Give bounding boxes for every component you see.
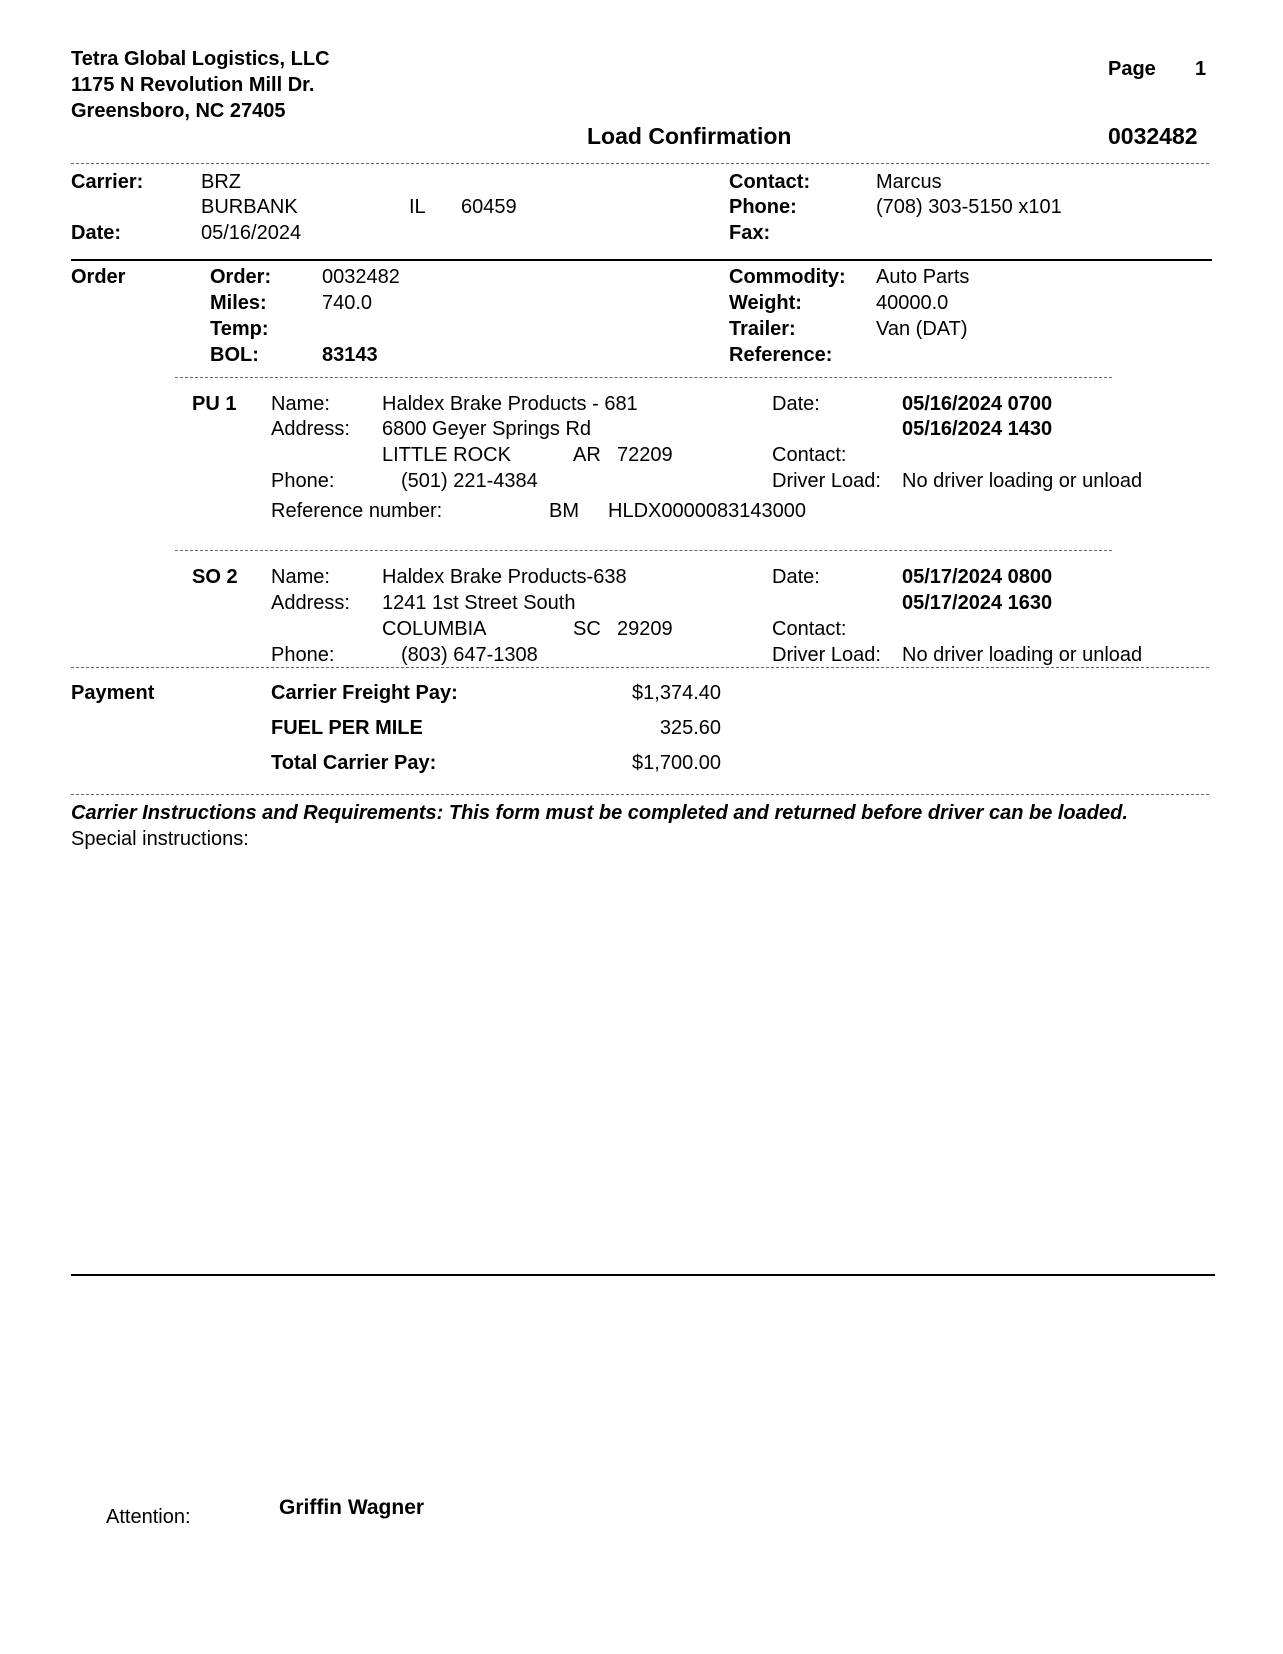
- stop-date-to: 05/16/2024 1430: [902, 418, 1053, 440]
- stop-phone-label: Phone:: [271, 644, 335, 666]
- order-label: Order:: [210, 266, 272, 288]
- weight-label: Weight:: [729, 292, 802, 314]
- carrier-label: Carrier:: [71, 171, 144, 193]
- divider: [71, 667, 1209, 668]
- stop-date-from: 05/17/2024 0800: [902, 566, 1053, 588]
- phone-label: Phone:: [729, 196, 797, 218]
- payment-line-label: FUEL PER MILE: [271, 717, 423, 739]
- payment-section-label: Payment: [71, 682, 155, 704]
- stop-name-label: Name:: [271, 566, 330, 588]
- attention-name: Griffin Wagner: [279, 1496, 425, 1519]
- stop-reference-type: BM: [549, 500, 579, 522]
- stop-phone: (803) 647-1308: [401, 644, 538, 666]
- signature-line: [71, 1274, 1215, 1276]
- order-weight: 40000.0: [876, 292, 949, 314]
- payment-line-label: Carrier Freight Pay:: [271, 682, 458, 704]
- stop-city: COLUMBIA: [382, 618, 487, 640]
- divider: [175, 377, 1112, 378]
- stop-phone-label: Phone:: [271, 470, 335, 492]
- reference-label: Reference:: [729, 344, 833, 366]
- carrier-code: BRZ: [201, 171, 241, 193]
- carrier-date: 05/16/2024: [201, 222, 302, 244]
- carrier-city: BURBANK: [201, 196, 298, 218]
- stop-driver-load-label: Driver Load:: [772, 470, 881, 492]
- payment-line-label: Total Carrier Pay:: [271, 752, 437, 774]
- page-label: Page: [1108, 58, 1156, 80]
- stop-reference-value: HLDX0000083143000: [608, 500, 806, 522]
- divider: [71, 794, 1209, 795]
- stop-name: Haldex Brake Products - 681: [382, 393, 638, 415]
- carrier-zip: 60459: [461, 196, 517, 218]
- attention-label: Attention:: [106, 1506, 191, 1528]
- order-number: 0032482: [322, 266, 400, 288]
- stop-contact-label: Contact:: [772, 618, 847, 640]
- company-city-state-zip: Greensboro, NC 27405: [71, 100, 286, 122]
- divider: [71, 163, 1209, 164]
- stop-tag: PU 1: [192, 393, 237, 415]
- order-miles: 740.0: [322, 292, 373, 314]
- stop-name-label: Name:: [271, 393, 330, 415]
- stop-state: AR: [573, 444, 601, 466]
- instructions-heading: Carrier Instructions and Requirements: This form must be completed and returned before driver can be loaded.: [71, 802, 1128, 824]
- stop-city: LITTLE ROCK: [382, 444, 511, 466]
- miles-label: Miles:: [210, 292, 267, 314]
- stop-address: 1241 1st Street South: [382, 592, 576, 614]
- contact-label: Contact:: [729, 171, 811, 193]
- company-address: 1175 N Revolution Mill Dr.: [71, 74, 315, 96]
- stop-state: SC: [573, 618, 601, 640]
- trailer-label: Trailer:: [729, 318, 796, 340]
- stop-tag: SO 2: [192, 566, 238, 588]
- payment-line-amount: 325.60: [659, 717, 721, 739]
- bol-label: BOL:: [210, 344, 259, 366]
- stop-zip: 29209: [617, 618, 673, 640]
- stop-driver-load-label: Driver Load:: [772, 644, 881, 666]
- payment-line-amount: $1,700.00: [632, 752, 721, 774]
- order-section-label: Order: [71, 266, 126, 288]
- date-label: Date:: [71, 222, 122, 244]
- order-trailer: Van (DAT): [876, 318, 968, 340]
- stop-date-label: Date:: [772, 393, 820, 415]
- company-name: Tetra Global Logistics, LLC: [71, 48, 330, 70]
- stop-date-to: 05/17/2024 1630: [902, 592, 1053, 614]
- divider: [175, 550, 1112, 551]
- carrier-phone: (708) 303-5150 x101: [876, 196, 1062, 218]
- stop-driver-load: No driver loading or unload: [902, 644, 1143, 666]
- page-number: 1: [1195, 58, 1207, 80]
- stop-date-from: 05/16/2024 0700: [902, 393, 1053, 415]
- carrier-state: IL: [409, 196, 426, 218]
- stop-address-label: Address:: [271, 418, 350, 440]
- stop-address-label: Address:: [271, 592, 350, 614]
- stop-reference-label: Reference number:: [271, 500, 443, 522]
- stop-date-label: Date:: [772, 566, 820, 588]
- commodity-label: Commodity:: [729, 266, 846, 288]
- document-number: 0032482: [1108, 123, 1198, 149]
- document-title: Load Confirmation: [587, 123, 792, 149]
- stop-address: 6800 Geyer Springs Rd: [382, 418, 592, 440]
- stop-zip: 72209: [617, 444, 673, 466]
- carrier-contact: Marcus: [876, 171, 942, 193]
- stop-name: Haldex Brake Products-638: [382, 566, 627, 588]
- order-commodity: Auto Parts: [876, 266, 970, 288]
- order-bol: 83143: [322, 344, 378, 366]
- stop-contact-label: Contact:: [772, 444, 847, 466]
- section-divider: [71, 259, 1212, 261]
- stop-driver-load: No driver loading or unload: [902, 470, 1143, 492]
- temp-label: Temp:: [210, 318, 269, 340]
- payment-line-amount: $1,374.40: [632, 682, 721, 704]
- stop-phone: (501) 221-4384: [401, 470, 538, 492]
- fax-label: Fax:: [729, 222, 771, 244]
- special-instructions-label: Special instructions:: [71, 828, 249, 850]
